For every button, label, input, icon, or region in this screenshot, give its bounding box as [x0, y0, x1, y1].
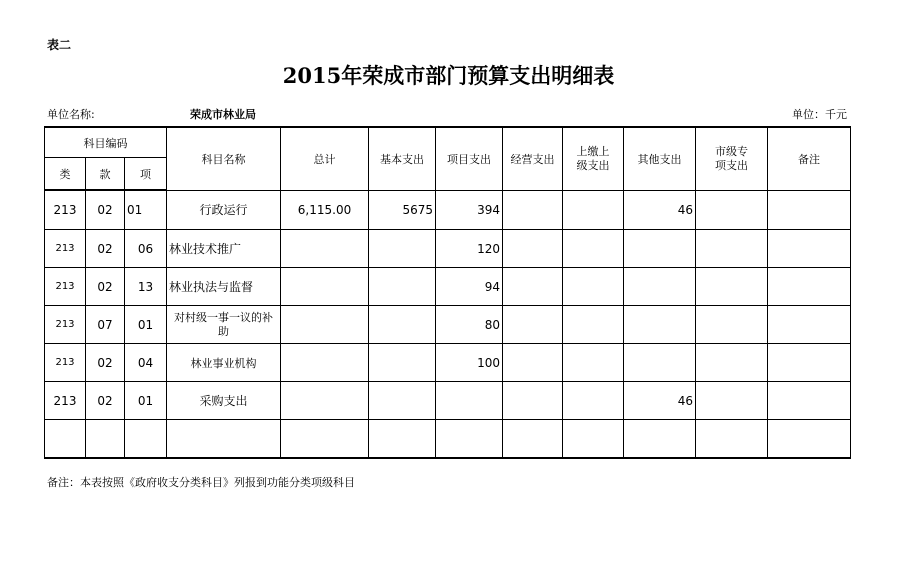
- cell-project: 120: [436, 230, 503, 268]
- cell-lei: 213: [45, 382, 86, 420]
- cell-total: [281, 306, 369, 344]
- header-code-group: 科目编码: [45, 127, 167, 158]
- cell-kuan: 02: [86, 382, 125, 420]
- unit-name-value: 荣成市林业局: [190, 108, 256, 121]
- cell-remark: [768, 268, 851, 306]
- cell-name: 行政运行: [167, 190, 281, 230]
- cell-total: [281, 268, 369, 306]
- cell-kuan: 07: [86, 306, 125, 344]
- header-other: 其他支出: [624, 127, 696, 190]
- table-row: [45, 382, 851, 420]
- cell-kuan: 02: [86, 344, 125, 382]
- cell-operation: [503, 190, 563, 230]
- cell-xiang: 01: [125, 190, 167, 230]
- cell-xiang: [125, 420, 167, 459]
- cell-kuan: 02: [86, 190, 125, 230]
- currency-unit-label: 单位：千元: [792, 108, 847, 121]
- cell-remit: [563, 230, 624, 268]
- header-remit: 上缴上级支出: [563, 127, 624, 190]
- cell-lei: [45, 420, 86, 459]
- cell-remit: [563, 420, 624, 459]
- cell-other: 46: [624, 382, 696, 420]
- cell-city-special: [696, 230, 768, 268]
- header-operation: 经营支出: [503, 127, 563, 190]
- cell-xiang: 13: [125, 268, 167, 306]
- cell-name: 对村级一事一议的补助: [167, 306, 281, 344]
- cell-remark: [768, 344, 851, 382]
- cell-other: [624, 306, 696, 344]
- cell-kuan: [86, 420, 125, 459]
- cell-project: 100: [436, 344, 503, 382]
- cell-operation: [503, 268, 563, 306]
- header-city-special: 市级专项支出: [696, 127, 768, 190]
- cell-remark: [768, 230, 851, 268]
- header-name: 科目名称: [167, 127, 281, 190]
- table-row: [45, 344, 851, 382]
- cell-project: [436, 382, 503, 420]
- table-row: [45, 268, 851, 306]
- cell-project: 94: [436, 268, 503, 306]
- cell-city-special: [696, 190, 768, 230]
- cell-other: [624, 344, 696, 382]
- cell-other: [624, 420, 696, 459]
- cell-name: 林业事业机构: [167, 344, 281, 382]
- cell-basic: [369, 306, 436, 344]
- cell-city-special: [696, 420, 768, 459]
- cell-other: [624, 268, 696, 306]
- cell-remark: [768, 306, 851, 344]
- cell-lei: 213: [45, 306, 86, 344]
- cell-project: 80: [436, 306, 503, 344]
- header-basic: 基本支出: [369, 127, 436, 190]
- cell-total: 6,115.00: [281, 190, 369, 230]
- header-lei: 类: [45, 158, 86, 191]
- cell-city-special: [696, 268, 768, 306]
- cell-total: [281, 382, 369, 420]
- cell-remit: [563, 344, 624, 382]
- cell-remark: [768, 382, 851, 420]
- cell-project: [436, 420, 503, 459]
- footnote: 备注：本表按照《政府收支分类科目》列报到功能分类项级科目: [47, 476, 355, 489]
- unit-name-label: 单位名称:: [47, 108, 95, 121]
- cell-xiang: 01: [125, 382, 167, 420]
- budget-table: [44, 126, 851, 459]
- cell-xiang: 06: [125, 230, 167, 268]
- page-title: 2015年荣成市部门预算支出明细表: [282, 63, 615, 88]
- cell-city-special: [696, 344, 768, 382]
- cell-basic: [369, 382, 436, 420]
- cell-basic: [369, 230, 436, 268]
- cell-operation: [503, 344, 563, 382]
- cell-xiang: 01: [125, 306, 167, 344]
- cell-basic: [369, 420, 436, 459]
- cell-city-special: [696, 382, 768, 420]
- cell-lei: 213: [45, 344, 86, 382]
- header-xiang: 项: [125, 158, 167, 191]
- cell-lei: 213: [45, 230, 86, 268]
- cell-operation: [503, 230, 563, 268]
- cell-remit: [563, 190, 624, 230]
- cell-project: 394: [436, 190, 503, 230]
- cell-other: 46: [624, 190, 696, 230]
- cell-xiang: 04: [125, 344, 167, 382]
- header-row-1: [45, 127, 851, 158]
- cell-lei: 213: [45, 190, 86, 230]
- header-total: 总计: [281, 127, 369, 190]
- cell-operation: [503, 306, 563, 344]
- cell-remark: [768, 190, 851, 230]
- cell-name: 林业执法与监督: [167, 268, 281, 306]
- document-label: 表二: [47, 38, 72, 52]
- table-row: [45, 420, 851, 459]
- header-remark: 备注: [768, 127, 851, 190]
- cell-other: [624, 230, 696, 268]
- table-row: [45, 230, 851, 268]
- cell-remark: [768, 420, 851, 459]
- cell-total: [281, 344, 369, 382]
- cell-basic: [369, 268, 436, 306]
- cell-operation: [503, 382, 563, 420]
- cell-city-special: [696, 306, 768, 344]
- cell-remit: [563, 306, 624, 344]
- cell-total: [281, 420, 369, 459]
- table-row: [45, 190, 851, 230]
- cell-name: 林业技术推广: [167, 230, 281, 268]
- cell-total: [281, 230, 369, 268]
- cell-kuan: 02: [86, 268, 125, 306]
- cell-kuan: 02: [86, 230, 125, 268]
- cell-basic: 5675: [369, 190, 436, 230]
- cell-lei: 213: [45, 268, 86, 306]
- cell-remit: [563, 382, 624, 420]
- cell-basic: [369, 344, 436, 382]
- cell-name: [167, 420, 281, 459]
- table-row: [45, 306, 851, 344]
- header-kuan: 款: [86, 158, 125, 191]
- cell-name: 采购支出: [167, 382, 281, 420]
- header-project: 项目支出: [436, 127, 503, 190]
- cell-remit: [563, 268, 624, 306]
- cell-operation: [503, 420, 563, 459]
